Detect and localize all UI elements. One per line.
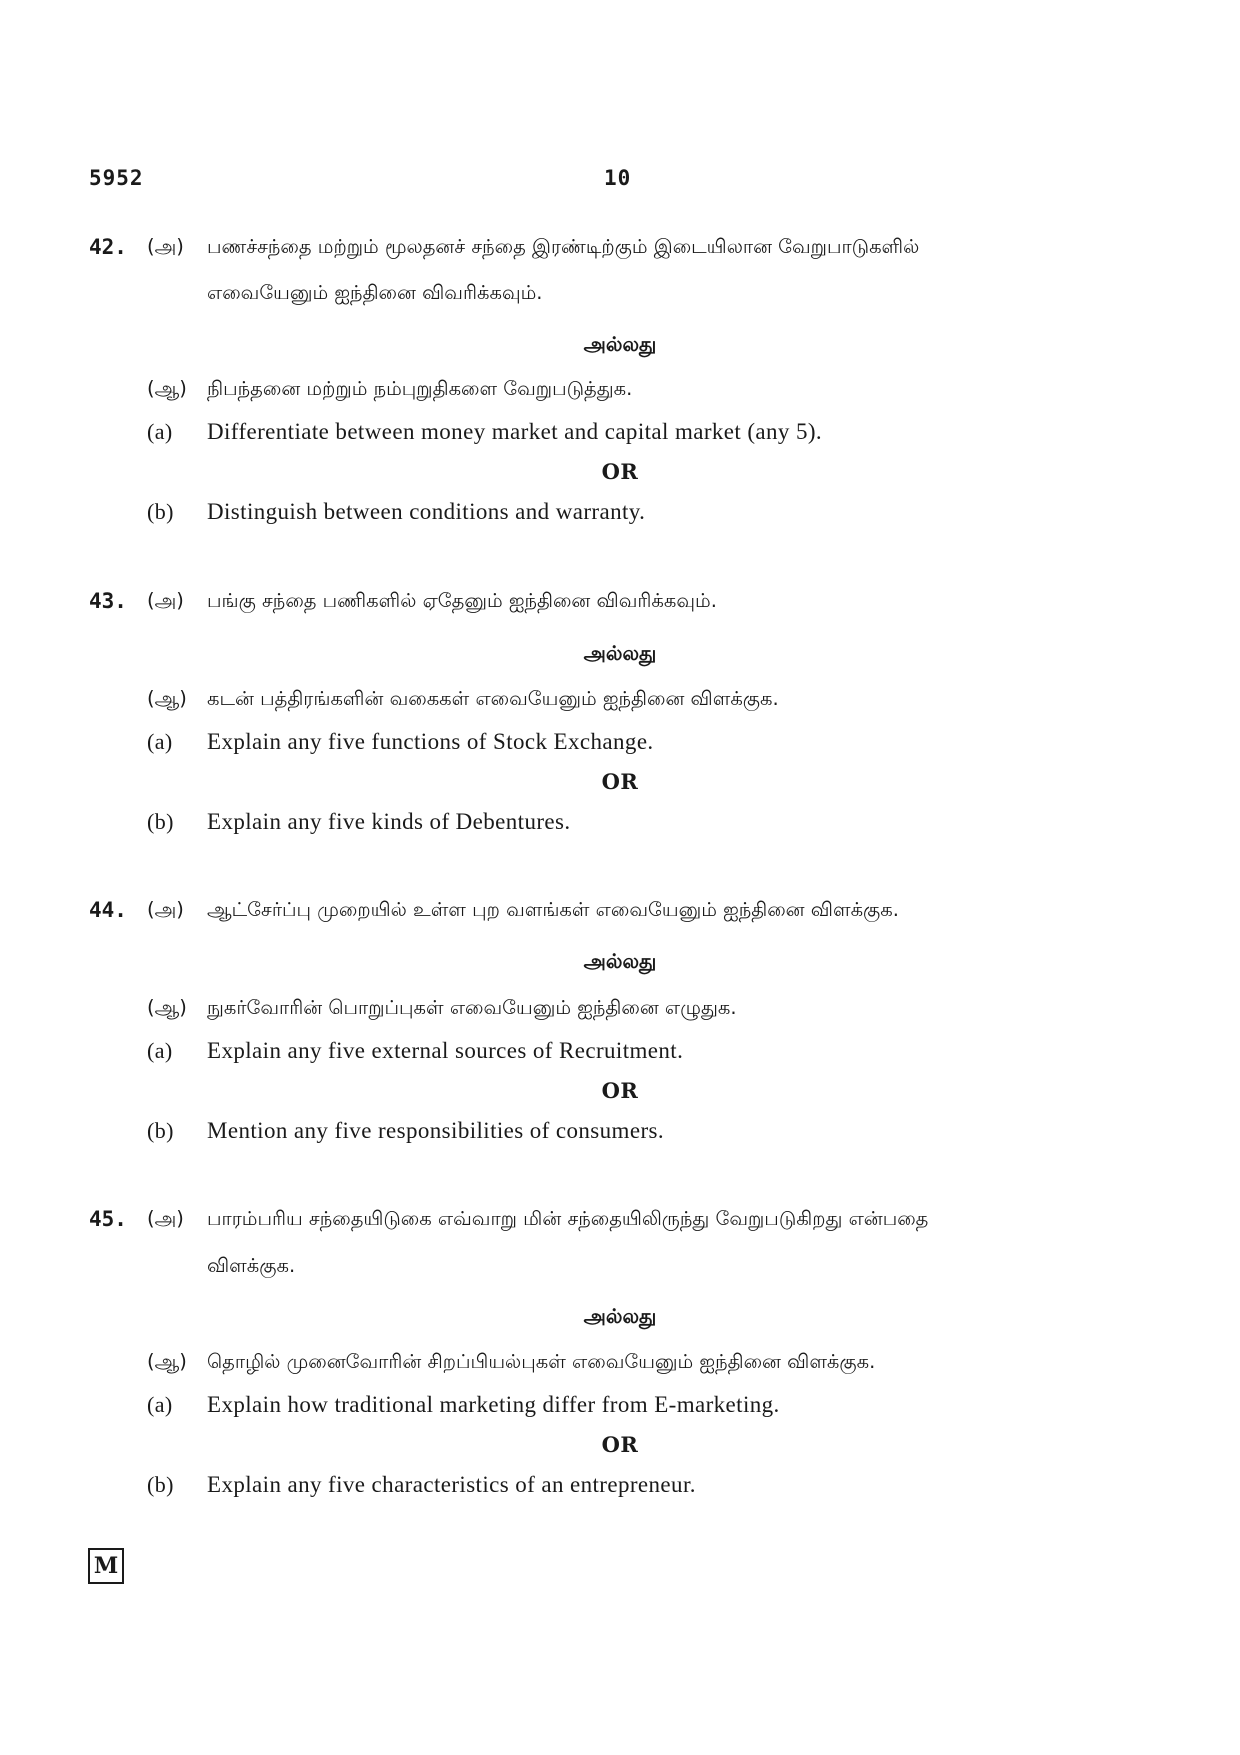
english-or-separator: OR bbox=[601, 1432, 639, 1457]
option-text: Explain any five functions of Stock Exchange. bbox=[207, 729, 654, 754]
tamil-or-separator: அல்லது bbox=[583, 641, 657, 665]
tamil-option-a-continuation: விளக்குக. bbox=[207, 1254, 296, 1277]
option-label: (ஆ) bbox=[147, 996, 187, 1019]
option-text: Explain any five external sources of Recruitment. bbox=[207, 1038, 684, 1063]
english-option-b bbox=[147, 497, 1107, 527]
option-text: Explain any five characteristics of an entrepreneur. bbox=[207, 1472, 696, 1497]
english-option-a bbox=[147, 1390, 1107, 1420]
option-text: பாரம்பரிய சந்தையிடுகை எவ்வாறு மின் சந்தையிலிருந்து வேறுபடுகிறது என்பதை bbox=[207, 1207, 929, 1230]
question-number: 45. bbox=[89, 1207, 127, 1231]
option-label: (a) bbox=[147, 419, 173, 444]
option-label: (ஆ) bbox=[147, 377, 187, 400]
option-label: (b) bbox=[147, 809, 174, 834]
tamil-option-a-continuation: எவையேனும் ஐந்தினை விவரிக்கவும். bbox=[207, 281, 543, 304]
option-text: Differentiate between money market and capital market (any 5). bbox=[207, 419, 823, 444]
english-or-separator: OR bbox=[601, 769, 639, 794]
option-text: Mention any five responsibilities of consumers. bbox=[207, 1118, 665, 1143]
option-text: Distinguish between conditions and warranty. bbox=[207, 499, 646, 524]
tamil-option-a bbox=[147, 586, 1107, 616]
option-text: ஆட்சேர்ப்பு முறையில் உள்ள புற வளங்கள் எவையேனும் ஐந்தினை விளக்குக. bbox=[207, 898, 899, 921]
question-number: 44. bbox=[89, 898, 127, 922]
tamil-option-a bbox=[147, 232, 1107, 262]
english-option-b bbox=[147, 1470, 1107, 1500]
option-label: (b) bbox=[147, 499, 174, 524]
tamil-or-separator: அல்லது bbox=[583, 332, 657, 356]
english-option-a bbox=[147, 417, 1107, 447]
option-label: (அ) bbox=[147, 1207, 184, 1230]
option-label: (அ) bbox=[147, 898, 184, 921]
option-label: (ஆ) bbox=[147, 1350, 187, 1373]
question-number: 42. bbox=[89, 235, 127, 259]
paper-code: 5952 bbox=[89, 166, 144, 190]
option-text: நுகர்வோரின் பொறுப்புகள் எவையேனும் ஐந்தினை எழுதுக. bbox=[207, 996, 737, 1019]
tamil-option-b bbox=[147, 374, 1107, 404]
option-label: (a) bbox=[147, 1038, 173, 1063]
tamil-option-b bbox=[147, 1347, 1107, 1377]
option-text: பணச்சந்தை மற்றும் மூலதனச் சந்தை இரண்டிற்கும் இடையிலான வேறுபாடுகளில் bbox=[207, 235, 920, 258]
tamil-option-a bbox=[147, 1204, 1107, 1234]
question-number: 43. bbox=[89, 589, 127, 613]
option-label: (ஆ) bbox=[147, 687, 187, 710]
english-option-a bbox=[147, 1036, 1107, 1066]
option-text: Explain how traditional marketing differ from E-marketing. bbox=[207, 1392, 780, 1417]
option-label: (அ) bbox=[147, 589, 184, 612]
tamil-or-separator: அல்லது bbox=[583, 1304, 657, 1328]
option-text: Explain any five kinds of Debentures. bbox=[207, 809, 571, 834]
option-text: பங்கு சந்தை பணிகளில் ஏதேனும் ஐந்தினை விவரிக்கவும். bbox=[207, 589, 717, 612]
option-label: (அ) bbox=[147, 235, 184, 258]
option-label: (a) bbox=[147, 729, 173, 754]
option-text: தொழில் முனைவோரின் சிறப்பியல்புகள் எவையேனும் ஐந்தினை விளக்குக. bbox=[207, 1350, 876, 1373]
tamil-option-a bbox=[147, 895, 1107, 925]
tamil-or-separator: அல்லது bbox=[583, 949, 657, 973]
english-or-separator: OR bbox=[601, 1078, 639, 1103]
option-text: கடன் பத்திரங்களின் வகைகள் எவையேனும் ஐந்தினை விளக்குக. bbox=[207, 687, 779, 710]
option-text: நிபந்தனை மற்றும் நம்புறுதிகளை வேறுபடுத்துக. bbox=[207, 377, 633, 400]
option-label: (b) bbox=[147, 1472, 174, 1497]
tamil-option-b bbox=[147, 684, 1107, 714]
medium-mark-box: M bbox=[88, 1548, 124, 1584]
option-label: (a) bbox=[147, 1392, 173, 1417]
english-option-a bbox=[147, 727, 1107, 757]
option-label: (b) bbox=[147, 1118, 174, 1143]
english-or-separator: OR bbox=[601, 459, 639, 484]
tamil-option-b bbox=[147, 993, 1107, 1023]
english-option-b bbox=[147, 807, 1107, 837]
english-option-b bbox=[147, 1116, 1107, 1146]
page-number: 10 bbox=[604, 166, 632, 190]
